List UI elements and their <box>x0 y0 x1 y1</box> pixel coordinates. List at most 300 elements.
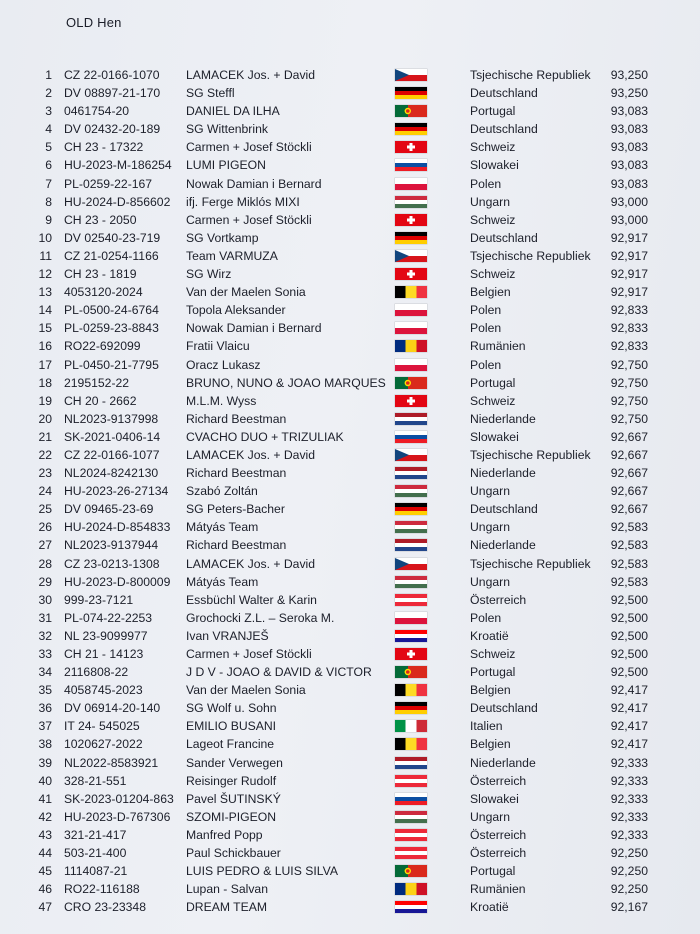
country-name: Schweiz <box>470 267 516 282</box>
breeder-name: SG Vortkamp <box>186 230 259 245</box>
rank-number: 2 <box>45 86 52 101</box>
list-item <box>0 66 700 84</box>
breeder-name: Oracz Lukasz <box>186 357 261 372</box>
ring-number: RO22-692099 <box>64 339 141 354</box>
score-value: 93,250 <box>610 68 648 82</box>
country-name: Niederlande <box>470 466 536 481</box>
rank-number: 30 <box>38 592 52 607</box>
breeder-name: Essbüchl Walter & Karin <box>186 592 317 607</box>
breeder-name: Mátyás Team <box>186 574 259 589</box>
ring-number: CH 20 - 2662 <box>64 393 137 408</box>
list-item <box>0 319 700 337</box>
ring-number: RO22-116188 <box>64 882 140 897</box>
country-name: Belgien <box>470 285 511 300</box>
ring-number: HU-2023-M-186254 <box>64 158 172 173</box>
score-value: 92,583 <box>610 556 648 571</box>
ring-number: PL-0450-21-7795 <box>64 357 159 372</box>
list-item <box>0 735 700 753</box>
flag-icon <box>395 123 427 135</box>
score-value: 92,667 <box>610 447 648 462</box>
breeder-name: Van der Maelen Sonia <box>186 285 306 300</box>
score-value: 93,083 <box>610 140 648 155</box>
ring-number: PL-0259-23-8843 <box>64 321 159 336</box>
rank-number: 16 <box>38 339 52 354</box>
score-value: 92,333 <box>610 809 648 824</box>
rank-number: 17 <box>38 357 52 372</box>
ring-number: NL2023-9137944 <box>64 538 159 553</box>
breeder-name: J D V - JOAO & DAVID & VICTOR <box>186 665 372 680</box>
breeder-name: LUIS PEDRO & LUIS SILVA <box>186 864 338 879</box>
score-value: 92,667 <box>610 484 648 499</box>
country-name: Niederlande <box>470 538 536 553</box>
breeder-name: Topola Aleksander <box>186 303 286 318</box>
country-name: Portugal <box>470 864 516 879</box>
country-name: Tsjechische Republiek <box>470 248 591 263</box>
score-value: 92,333 <box>610 773 648 788</box>
ring-number: 328-21-551 <box>64 773 127 788</box>
list-item <box>0 844 700 862</box>
flag-icon <box>395 178 427 190</box>
rank-number: 37 <box>38 719 52 734</box>
country-name: Ungarn <box>470 809 510 824</box>
list-item <box>0 392 700 410</box>
list-item <box>0 464 700 482</box>
breeder-name: SG Peters-Bacher <box>186 502 285 517</box>
country-name: Tsjechische Republiek <box>470 556 591 571</box>
ring-number: HU-2024-D-854833 <box>64 520 171 535</box>
flag-icon <box>395 594 427 606</box>
flag-icon <box>395 558 427 570</box>
list-item <box>0 283 700 301</box>
flag-icon <box>395 286 427 298</box>
country-name: Tsjechische Republiek <box>470 447 591 462</box>
breeder-name: LUMI PIGEON <box>186 158 266 173</box>
country-name: Österreich <box>470 592 527 607</box>
rank-number: 42 <box>38 809 52 824</box>
rank-number: 32 <box>38 628 52 643</box>
list-item <box>0 428 700 446</box>
ring-number: 1020627-2022 <box>64 737 143 752</box>
breeder-name: Nowak Damian i Bernard <box>186 321 322 336</box>
breeder-name: Fratii Vlaicu <box>186 339 250 354</box>
list-item <box>0 337 700 355</box>
flag-icon <box>395 684 427 696</box>
list-item <box>0 84 700 102</box>
rank-number: 46 <box>38 882 52 897</box>
breeder-name: Richard Beestman <box>186 411 287 426</box>
score-value: 92,667 <box>610 502 648 517</box>
list-item <box>0 627 700 645</box>
rank-number: 44 <box>38 846 52 861</box>
flag-icon <box>395 521 427 533</box>
ring-number: HU-2024-D-856602 <box>64 194 171 209</box>
breeder-name: Grochocki Z.L. – Seroka M. <box>186 610 335 625</box>
score-value: 92,500 <box>610 592 648 607</box>
country-name: Slowakei <box>470 791 519 806</box>
flag-icon <box>395 829 427 841</box>
score-value: 92,833 <box>610 339 648 354</box>
breeder-name: Szabó Zoltán <box>186 484 258 499</box>
score-value: 92,667 <box>610 429 648 444</box>
rank-number: 18 <box>38 375 52 390</box>
rank-number: 1 <box>45 68 52 82</box>
country-name: Kroatië <box>470 628 509 643</box>
list-item <box>0 536 700 554</box>
score-value: 92,333 <box>610 755 648 770</box>
breeder-name: Manfred Popp <box>186 827 263 842</box>
breeder-name: Nowak Damian i Bernard <box>186 176 322 191</box>
flag-icon <box>395 196 427 208</box>
page-title: OLD Hen <box>66 15 122 30</box>
rank-number: 12 <box>38 267 52 282</box>
score-value: 92,333 <box>610 791 648 806</box>
score-value: 92,500 <box>610 665 648 680</box>
rank-number: 22 <box>38 447 52 462</box>
ring-number: CRO 23-23348 <box>64 900 146 915</box>
rank-number: 5 <box>45 140 52 155</box>
breeder-name: Carmen + Josef Stöckli <box>186 212 312 227</box>
flag-icon <box>395 322 427 334</box>
country-name: Portugal <box>470 375 516 390</box>
breeder-name: M.L.M. Wyss <box>186 393 257 408</box>
score-value: 92,250 <box>610 846 648 861</box>
list-item <box>0 482 700 500</box>
score-value: 92,417 <box>610 737 648 752</box>
ring-number: 321-21-417 <box>64 827 127 842</box>
breeder-name: Carmen + Josef Stöckli <box>186 647 312 661</box>
score-value: 92,750 <box>610 375 648 390</box>
ring-number: 1114087-21 <box>64 864 128 879</box>
list-item <box>0 265 700 283</box>
score-value: 92,417 <box>610 683 648 698</box>
score-value: 92,167 <box>610 900 648 915</box>
score-value: 92,917 <box>610 248 648 263</box>
country-name: Deutschland <box>470 86 538 101</box>
flag-icon <box>395 847 427 859</box>
breeder-name: Carmen + Josef Stöckli <box>186 140 312 155</box>
breeder-name: SG Steffl <box>186 86 235 101</box>
list-item <box>0 301 700 319</box>
score-value: 93,083 <box>610 104 648 119</box>
rank-number: 26 <box>38 520 52 535</box>
list-item <box>0 175 700 193</box>
rank-number: 34 <box>38 665 52 680</box>
score-value: 92,500 <box>610 647 648 661</box>
ring-number: SK-2023-01204-863 <box>64 791 174 806</box>
breeder-name: Team VARMUZA <box>186 248 278 263</box>
flag-icon <box>395 539 427 551</box>
breeder-name: SG Wirz <box>186 267 232 282</box>
list-item <box>0 573 700 591</box>
country-name: Schweiz <box>470 393 516 408</box>
results-list <box>0 66 700 916</box>
breeder-name: LAMACEK Jos. + David <box>186 556 316 571</box>
flag-icon <box>395 883 427 895</box>
breeder-name: LAMACEK Jos. + David <box>186 447 316 462</box>
list-item <box>0 374 700 392</box>
ring-number: DV 08897-21-170 <box>64 86 161 101</box>
rank-number: 25 <box>38 502 52 517</box>
flag-icon <box>395 576 427 588</box>
list-item <box>0 446 700 464</box>
score-value: 92,583 <box>610 520 648 535</box>
country-name: Belgien <box>470 683 511 698</box>
score-value: 92,833 <box>610 303 648 318</box>
breeder-name: DANIEL DA ILHA <box>186 104 280 119</box>
ring-number: PL-074-22-2253 <box>64 610 153 625</box>
list-item <box>0 898 700 916</box>
list-item <box>0 518 700 536</box>
flag-icon <box>395 214 427 226</box>
rank-number: 39 <box>38 755 52 770</box>
rank-number: 45 <box>38 864 52 879</box>
country-name: Niederlande <box>470 755 536 770</box>
country-name: Schweiz <box>470 140 516 155</box>
flag-icon <box>395 431 427 443</box>
rank-number: 7 <box>45 176 52 191</box>
score-value: 93,083 <box>610 122 648 137</box>
country-name: Tsjechische Republiek <box>470 68 591 82</box>
score-value: 92,750 <box>610 393 648 408</box>
flag-icon <box>395 87 427 99</box>
ring-number: HU-2023-D-800009 <box>64 574 171 589</box>
flag-icon <box>395 69 427 81</box>
ring-number: 2116808-22 <box>64 665 129 680</box>
flag-icon <box>395 612 427 624</box>
score-value: 92,250 <box>610 864 648 879</box>
flag-icon <box>395 467 427 479</box>
rank-number: 21 <box>38 429 52 444</box>
flag-icon <box>395 232 427 244</box>
rank-number: 20 <box>38 411 52 426</box>
country-name: Polen <box>470 321 502 336</box>
country-name: Österreich <box>470 827 527 842</box>
ring-number: PL-0259-22-167 <box>64 176 153 191</box>
score-value: 93,083 <box>610 176 648 191</box>
score-value: 93,000 <box>610 194 648 209</box>
country-name: Polen <box>470 357 502 372</box>
score-value: 92,750 <box>610 357 648 372</box>
breeder-name: SZOMI-PIGEON <box>186 809 277 824</box>
list-item <box>0 880 700 898</box>
rank-number: 8 <box>45 194 52 209</box>
country-name: Rumänien <box>470 339 526 354</box>
country-name: Österreich <box>470 846 527 861</box>
country-name: Portugal <box>470 665 516 680</box>
score-value: 92,583 <box>610 574 648 589</box>
list-item <box>0 500 700 518</box>
country-name: Rumänien <box>470 882 526 897</box>
country-name: Slowakei <box>470 158 519 173</box>
score-value: 92,417 <box>610 719 648 734</box>
flag-icon <box>395 865 427 877</box>
rank-number: 9 <box>45 212 52 227</box>
breeder-name: Sander Verwegen <box>186 755 283 770</box>
flag-icon <box>395 250 427 262</box>
ring-number: CH 23 - 2050 <box>64 212 137 227</box>
list-item <box>0 410 700 428</box>
ring-number: PL-0500-24-6764 <box>64 303 159 318</box>
ring-number: 2195152-22 <box>64 375 130 390</box>
ring-number: HU-2023-26-27134 <box>64 484 169 499</box>
ring-number: NL2023-9137998 <box>64 411 159 426</box>
rank-number: 29 <box>38 574 52 589</box>
list-item <box>0 609 700 627</box>
list-item <box>0 555 700 573</box>
ring-number: CZ 22-0166-1070 <box>64 68 160 82</box>
country-name: Polen <box>470 176 502 191</box>
score-value: 92,583 <box>610 538 648 553</box>
flag-icon <box>395 105 427 117</box>
list-item <box>0 138 700 156</box>
flag-icon <box>395 648 427 660</box>
flag-icon <box>395 666 427 678</box>
breeder-name: Ivan VRANJEŠ <box>186 628 269 643</box>
score-value: 92,667 <box>610 466 648 481</box>
flag-icon <box>395 395 427 407</box>
flag-icon <box>395 359 427 371</box>
list-item <box>0 102 700 120</box>
country-name: Deutschland <box>470 230 538 245</box>
flag-icon <box>395 485 427 497</box>
breeder-name: Lageot Francine <box>186 737 275 752</box>
rank-number: 27 <box>38 538 52 553</box>
ring-number: CZ 21-0254-1166 <box>64 248 159 263</box>
list-item <box>0 790 700 808</box>
list-item <box>0 356 700 374</box>
rank-number: 15 <box>38 321 52 336</box>
list-item <box>0 120 700 138</box>
score-value: 92,500 <box>610 610 648 625</box>
rank-number: 23 <box>38 466 52 481</box>
breeder-name: SG Wittenbrink <box>186 122 268 137</box>
rank-number: 13 <box>38 285 52 300</box>
ring-number: 4053120-2024 <box>64 285 143 300</box>
country-name: Slowakei <box>470 429 519 444</box>
rank-number: 10 <box>38 230 52 245</box>
breeder-name: CVACHO DUO + TRIZULIAK <box>186 429 344 444</box>
list-item <box>0 591 700 609</box>
breeder-name: Paul Schickbauer <box>186 846 281 861</box>
rank-number: 28 <box>38 556 52 571</box>
rank-number: 40 <box>38 773 52 788</box>
flag-icon <box>395 757 427 769</box>
breeder-name: Reisinger Rudolf <box>186 773 277 788</box>
list-item <box>0 211 700 229</box>
list-item <box>0 681 700 699</box>
score-value: 93,250 <box>610 86 648 101</box>
ring-number: 0461754-20 <box>64 104 130 119</box>
list-item <box>0 663 700 681</box>
list-item <box>0 808 700 826</box>
ring-number: CZ 22-0166-1077 <box>64 447 160 462</box>
rank-number: 38 <box>38 737 52 752</box>
flag-icon <box>395 268 427 280</box>
list-item <box>0 156 700 174</box>
score-value: 92,917 <box>610 267 648 282</box>
list-item <box>0 754 700 772</box>
breeder-name: LAMACEK Jos. + David <box>186 68 316 82</box>
country-name: Italien <box>470 719 503 734</box>
country-name: Ungarn <box>470 194 510 209</box>
ring-number: CH 21 - 14123 <box>64 647 144 661</box>
list-item <box>0 717 700 735</box>
score-value: 93,000 <box>610 212 648 227</box>
list-item <box>0 193 700 211</box>
rank-number: 43 <box>38 827 52 842</box>
breeder-name: SG Wolf u. Sohn <box>186 701 277 716</box>
country-name: Deutschland <box>470 502 538 517</box>
ring-number: CH 23 - 17322 <box>64 140 144 155</box>
rank-number: 3 <box>45 104 52 119</box>
breeder-name: DREAM TEAM <box>186 900 268 915</box>
country-name: Ungarn <box>470 520 510 535</box>
rank-number: 11 <box>39 248 52 263</box>
score-value: 92,500 <box>610 628 648 643</box>
list-item <box>0 229 700 247</box>
breeder-name: Richard Beestman <box>186 466 287 481</box>
rank-number: 31 <box>38 610 52 625</box>
ring-number: SK-2021-0406-14 <box>64 429 161 444</box>
ring-number: HU-2023-D-767306 <box>64 809 171 824</box>
country-name: Portugal <box>470 104 516 119</box>
score-value: 92,417 <box>610 701 648 716</box>
breeder-name: Richard Beestman <box>186 538 287 553</box>
country-name: Ungarn <box>470 484 510 499</box>
rank-number: 41 <box>38 791 52 806</box>
flag-icon <box>395 159 427 171</box>
breeder-name: Pavel ŠUTINSKÝ <box>186 791 281 806</box>
flag-icon <box>395 630 427 642</box>
ring-number: 503-21-400 <box>64 846 127 861</box>
rank-number: 6 <box>45 158 52 173</box>
country-name: Polen <box>470 610 502 625</box>
score-value: 92,917 <box>610 285 648 300</box>
country-name: Ungarn <box>470 574 510 589</box>
flag-icon <box>395 304 427 316</box>
score-value: 92,250 <box>610 882 648 897</box>
ring-number: 999-23-7121 <box>64 592 134 607</box>
list-item <box>0 826 700 844</box>
country-name: Schweiz <box>470 212 516 227</box>
ring-number: DV 06914-20-140 <box>64 701 161 716</box>
list-item <box>0 247 700 265</box>
flag-icon <box>395 141 427 153</box>
list-item <box>0 862 700 880</box>
rank-number: 14 <box>38 303 52 318</box>
rank-number: 19 <box>38 393 52 408</box>
flag-icon <box>395 738 427 750</box>
country-name: Niederlande <box>470 411 536 426</box>
breeder-name: ifj. Ferge Miklós MIXI <box>186 194 300 209</box>
score-value: 92,917 <box>610 230 648 245</box>
breeder-name: BRUNO, NUNO & JOAO MARQUES <box>186 375 386 390</box>
flag-icon <box>395 413 427 425</box>
rank-number: 35 <box>38 683 52 698</box>
country-name: Deutschland <box>470 701 538 716</box>
ring-number: IT 24- 545025 <box>64 719 140 734</box>
ring-number: NL2024-8242130 <box>64 466 159 481</box>
flag-icon <box>395 901 427 913</box>
flag-icon <box>395 811 427 823</box>
ring-number: NL2022-8583921 <box>64 755 159 770</box>
flag-icon <box>395 449 427 461</box>
list-item <box>0 772 700 790</box>
breeder-name: Lupan - Salvan <box>186 882 268 897</box>
flag-icon <box>395 377 427 389</box>
country-name: Kroatië <box>470 900 509 915</box>
country-name: Deutschland <box>470 122 538 137</box>
